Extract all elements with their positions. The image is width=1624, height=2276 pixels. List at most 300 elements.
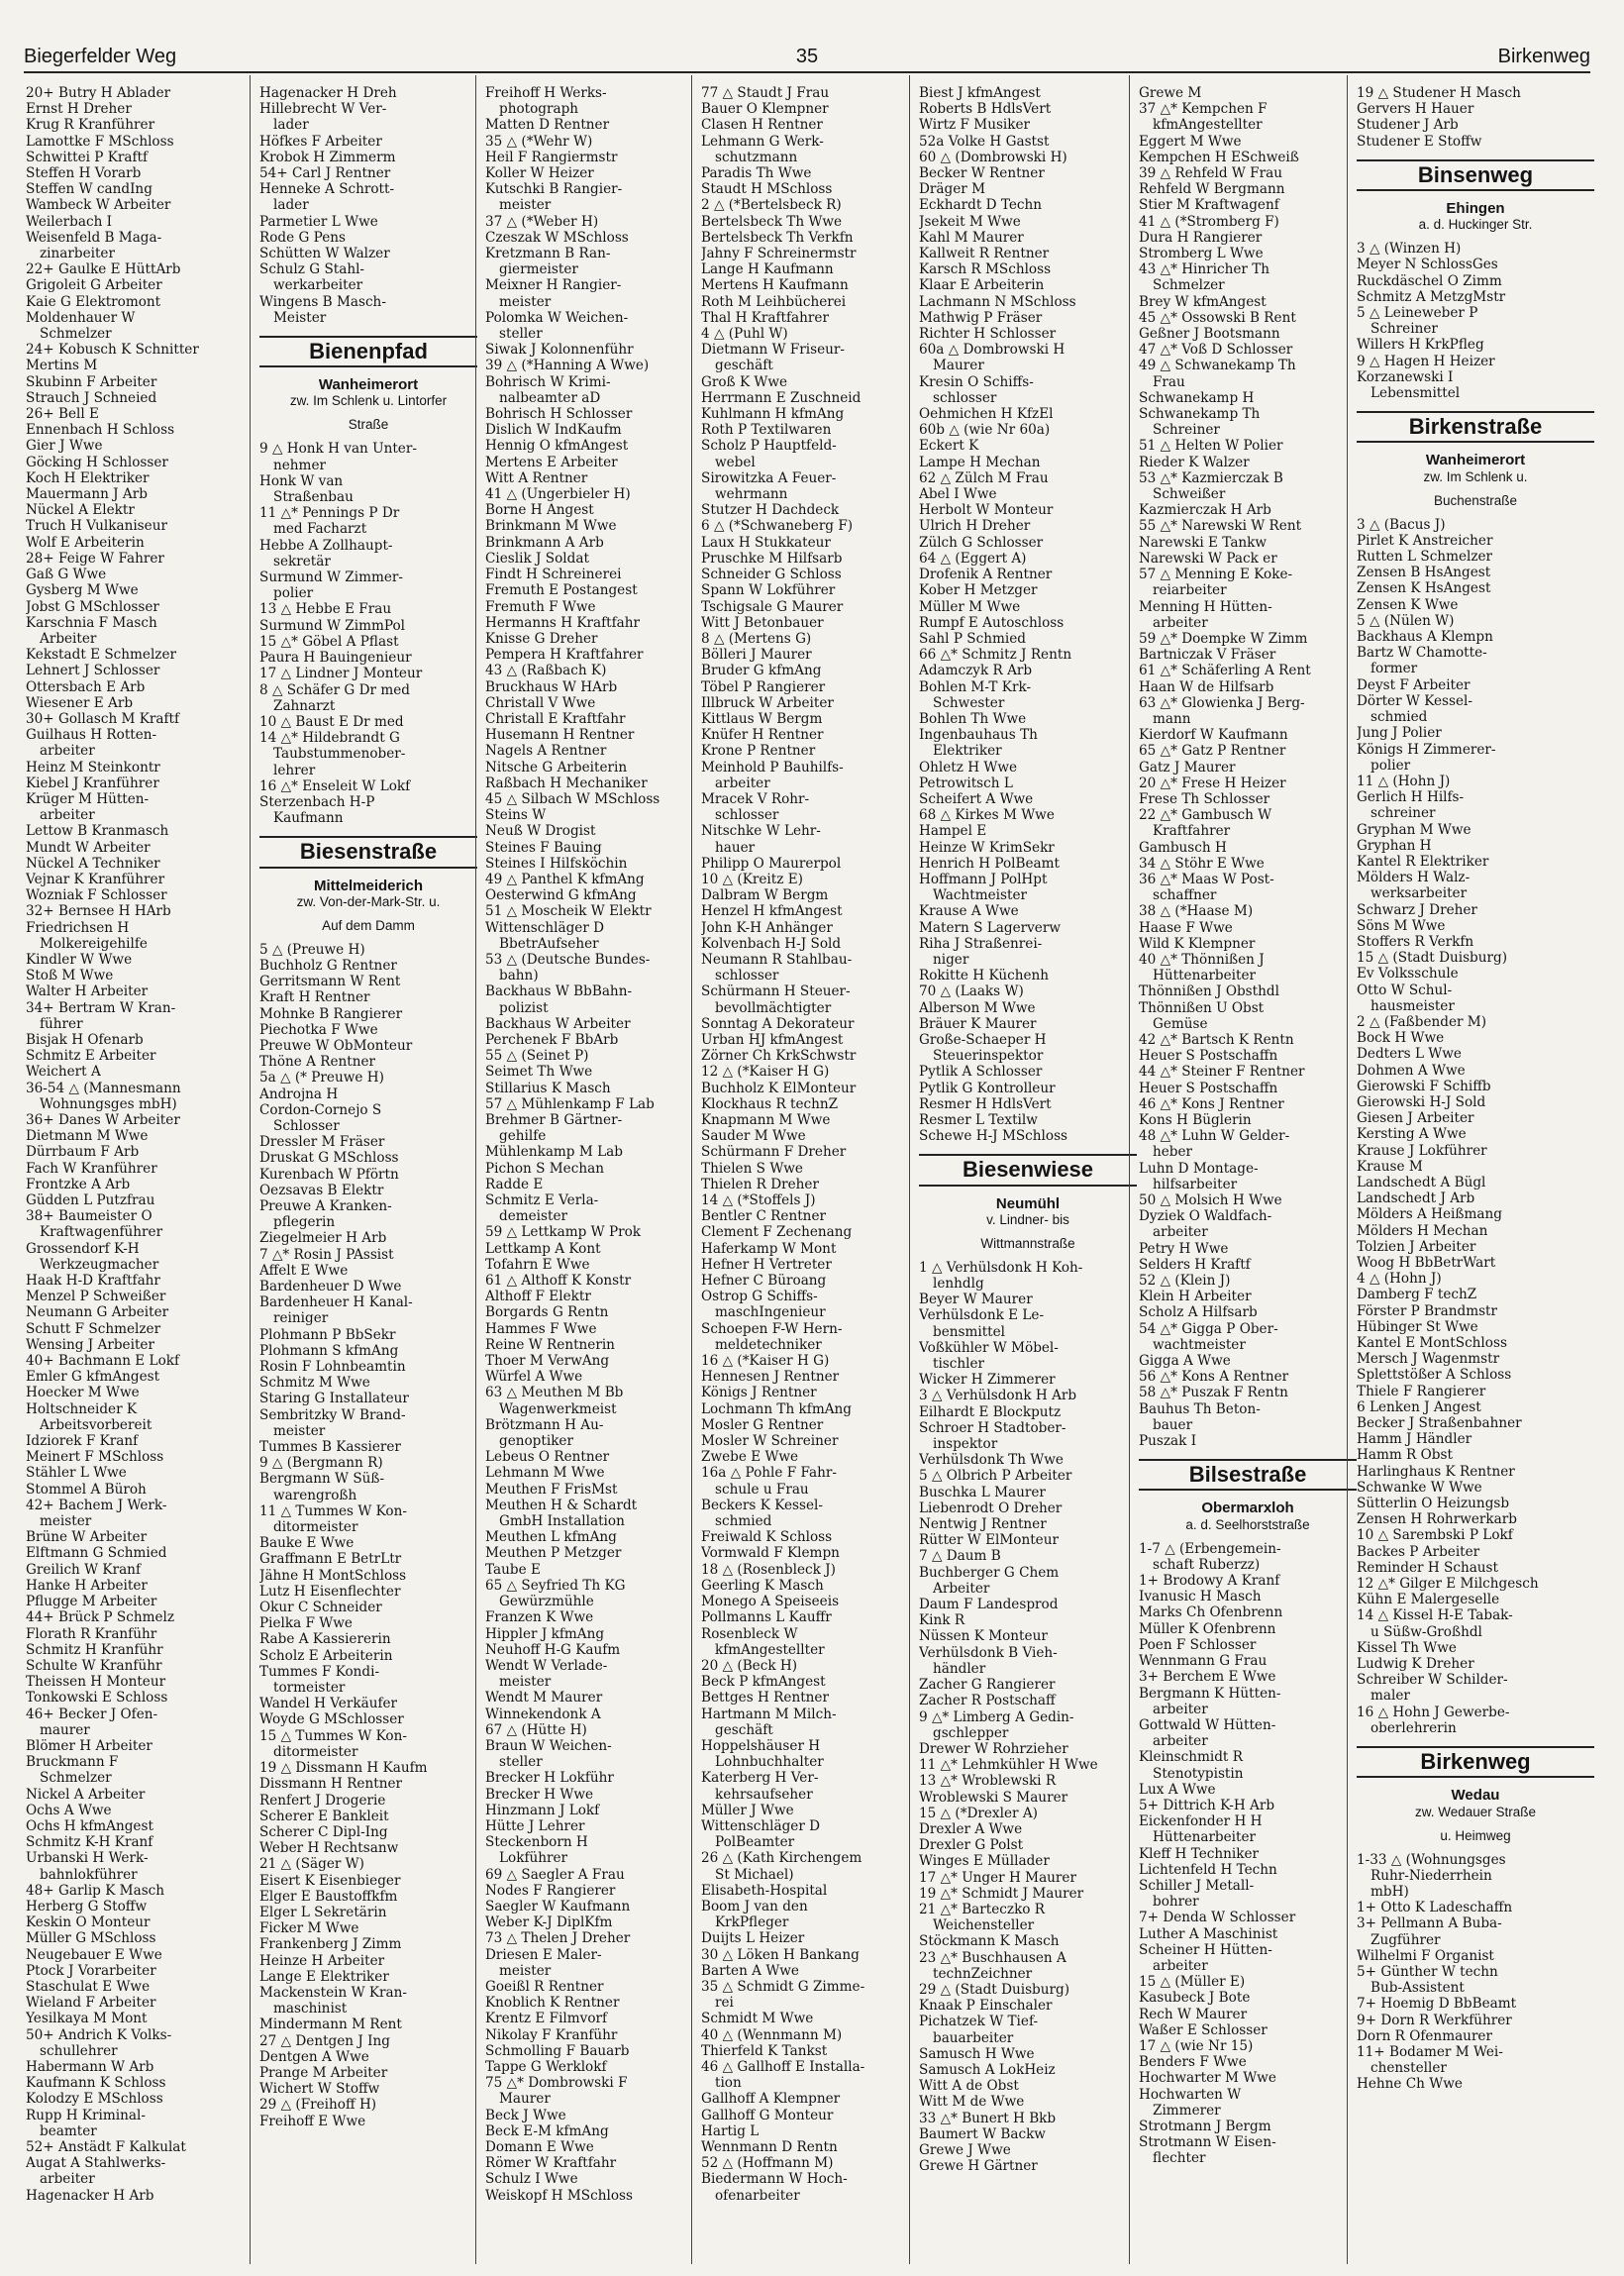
entry-continuation: Hüttenarbeiter [1153,1829,1257,1846]
street-location: u. Heimweg [1440,1827,1511,1843]
resident-entry: Wild K Klempner [1139,935,1256,952]
entry-continuation: schlosser [933,389,997,406]
resident-entry: 45 △ Silbach W MSchloss [485,790,660,807]
entry-continuation: genoptiker [499,1433,573,1450]
resident-entry: Gervers H Hauer [1357,101,1474,118]
resident-entry: Hermanns H Kraftfahr [485,614,641,631]
entry-continuation: arbeiter [1153,1224,1208,1241]
resident-entry: 52 △ (Hoffmann M) [701,2155,834,2172]
resident-entry: 33 △* Bunert H Bkb [919,2110,1057,2126]
resident-entry: Meixner H Rangier- [485,277,622,294]
header-rule [24,71,1590,73]
resident-entry: Schmidt M Wwe [701,2011,814,2027]
column-4 [701,85,919,2264]
resident-entry: Backhaus W Arbeiter [485,1015,631,1032]
resident-entry: Bentler C Rentner [701,1208,826,1225]
resident-entry: 47 △* Voß D Schlosser [1139,342,1293,359]
resident-entry: Hanke H Arbeiter [26,1577,148,1594]
resident-entry: Giesen J Arbeiter [1357,1110,1474,1127]
resident-entry: Eickenfonder H H [1139,1813,1263,1830]
entry-continuation: arbeiter [1153,1701,1208,1717]
entry-continuation: schule u Frau [715,1481,809,1498]
resident-entry: Söns M Wwe [1357,917,1446,934]
resident-entry: Krone P Rentner [701,743,816,760]
resident-entry: Hamm R Obst [1357,1447,1453,1464]
entry-continuation: zinarbeiter [40,246,115,262]
resident-entry: Kantel R Elektriker [1357,853,1489,870]
resident-entry: Eggert M Wwe [1139,133,1242,150]
entry-continuation: Lebensmittel [1370,385,1461,402]
resident-entry: Wirtz F Musiker [919,117,1031,134]
street-location: a. d. Seelhorststraße [1185,1516,1310,1532]
street-heading: Biesenstraße [259,836,477,868]
resident-entry: Zörner Ch KrkSchwstr [701,1048,857,1065]
resident-entry: 1 △ Verhülsdonk H Koh- [919,1259,1083,1276]
resident-entry: Hoppelshäuser H [701,1737,821,1754]
resident-entry: Kasubeck J Bote [1139,1990,1251,2007]
entry-continuation: polier [1370,757,1411,774]
street-heading: Bilsestraße [1139,1459,1357,1491]
resident-entry: Karschnia F Masch [26,614,157,631]
street-heading: Birkenstraße [1357,411,1594,443]
resident-entry: Krause J Lokführer [1357,1142,1487,1159]
resident-entry: Heuer S Postschaffn [1139,1048,1278,1065]
resident-entry: 59 △ Lettkamp W Prok [485,1224,642,1241]
resident-entry: Holtschneider K [26,1400,138,1417]
resident-entry: Husemann H Rentner [485,727,635,744]
resident-entry: Buchholz K ElMonteur [701,1080,857,1096]
resident-entry: Hillebrecht W Ver- [259,101,387,118]
resident-entry: Landschedt J Arb [1357,1190,1475,1207]
entry-continuation: ditormeister [273,1743,358,1760]
resident-entry: 30+ Gollasch M Kraftf [26,710,180,727]
resident-entry: Wozniak F Schlosser [26,887,167,904]
resident-entry: Woyde G MSchlosser [259,1711,404,1728]
column-divider [909,75,910,2264]
resident-entry: Mühlenkamp M Lab [485,1144,623,1161]
resident-entry: Zensen B HsAngest [1357,565,1491,581]
resident-entry: 55 △* Narewski W Rent [1139,518,1302,535]
resident-entry: Jobst G MSchlosser [26,598,159,615]
resident-entry: Kühn E Malergeselle [1357,1592,1500,1608]
resident-entry: Hoecker M Wwe [26,1385,140,1401]
resident-entry: Kiebel J Kranführer [26,775,159,791]
resident-entry: 5 △ Olbrich P Arbeiter [919,1468,1072,1485]
resident-entry: Scholz P Hauptfeld- [701,438,837,455]
resident-entry: Mracek V Rohr- [701,790,810,807]
entry-continuation: hausmeister [1370,997,1455,1014]
entry-continuation: gehilfe [499,1128,547,1145]
resident-entry: Klaar E Arbeiterin [919,277,1045,294]
resident-entry: Müller J Wwe [701,1802,794,1818]
street-heading: Bienenpfad [259,336,477,367]
resident-entry: Pytlik G Kontrolleur [919,1080,1056,1096]
resident-entry: 35 △ (*Wehr W) [485,133,593,150]
resident-entry: Becker W Rentner [919,165,1045,182]
resident-entry: 44+ Brück P Schmelz [26,1609,175,1626]
street-heading: Birkenweg [1357,1746,1594,1778]
entry-continuation: St Michael) [715,1866,794,1883]
resident-entry: Bisjak H Ofenarb [26,1031,144,1048]
resident-entry: Eilhardt E Blockputz [919,1403,1062,1420]
resident-entry: Jung J Polier [1357,725,1442,742]
resident-entry: Krüger M Hütten- [26,790,150,807]
resident-entry: Zacher G Rangierer [919,1677,1056,1694]
resident-entry: Kaie G Elektromont [26,293,161,310]
resident-entry: 43 △ (Raßbach K) [485,663,607,679]
resident-entry: Roberts B HdlsVert [919,101,1052,118]
entry-continuation: Ruhr-Niederrhein [1370,1867,1492,1884]
resident-entry: 17 △* Unger H Maurer [919,1869,1076,1886]
street-location: zw. Wedauer Straße [1414,1804,1537,1819]
entry-continuation: arbeiter [1153,1957,1208,1974]
entry-continuation: Arbeitsvorbereit [40,1416,152,1433]
entry-continuation: meldetechniker [715,1336,822,1353]
resident-entry: 73 △ Thelen J Dreher [485,1930,631,1947]
resident-entry: Winges E Müllader [919,1853,1050,1870]
entry-continuation: Gewürzmühle [499,1594,594,1610]
resident-entry: Schroer H Stadtober- [919,1419,1066,1436]
entry-continuation: Wachtmeister [933,887,1027,904]
resident-entry: Rode G Pens [259,229,346,246]
resident-entry: Dressler M Fräser [259,1134,385,1151]
resident-entry: Wittenschläger D [701,1817,821,1834]
resident-entry: Ottersbach E Arb [26,678,146,695]
entry-continuation: Zugführer [1370,1931,1441,1948]
entry-continuation: gschlepper [933,1724,1009,1741]
resident-entry: 36 △* Maas W Post- [1139,871,1274,887]
resident-entry: 3+ Berchem E Wwe [1139,1669,1276,1686]
entry-continuation: kehrsaufseher [715,1786,813,1803]
resident-entry: Meinert F MSchloss [26,1449,164,1466]
resident-entry: Krause M [1357,1158,1423,1175]
resident-entry: Steines I Hilfsköchin [485,855,628,872]
resident-entry: Duijts L Heizer [701,1930,805,1947]
resident-entry: Krobok H Zimmerm [259,149,396,165]
resident-entry: Riha J Straßenrei- [919,935,1043,952]
resident-entry: 51 △ Moscheik W Elektr [485,903,652,920]
resident-entry: Meuthen H & Schardt [485,1497,638,1513]
resident-entry: Menzel P Schweißer [26,1289,166,1305]
resident-entry: Weilerbach I [26,213,113,230]
resident-entry: Roth P Textilwaren [701,422,832,439]
resident-entry: Witt A de Obst [919,2078,1019,2095]
resident-entry: 10 △ Baust E Dr med [259,713,404,730]
resident-entry: 68 △ Kirkes M Wwe [919,807,1055,824]
resident-entry: Eisert K Eisenbieger [259,1872,401,1889]
entry-continuation: Werkzeugmacher [40,1256,159,1273]
resident-entry: 59 △* Doempke W Zimm [1139,630,1308,647]
entry-continuation: Maurer [933,358,984,374]
resident-entry: Kleinschmidt R [1139,1749,1243,1766]
district-name: Wedau [1451,1787,1500,1805]
resident-entry: Neumann R Stahlbau- [701,951,853,968]
resident-entry: Thielen R Dreher [701,1176,819,1192]
resident-entry: Haase F Wwe [1139,919,1233,936]
resident-entry: 30 △ Löken H Bankang [701,1946,860,1963]
resident-entry: 69 △ Saegler A Frau [485,1866,625,1883]
resident-entry: Ruckdäschel O Zimm [1357,272,1502,289]
resident-entry: Tummes F Kondi- [259,1663,380,1680]
resident-entry: Stromberg L Wwe [1139,246,1264,262]
resident-entry: Dentgen A Wwe [259,2048,369,2065]
resident-entry: Winnekendonk A [485,1706,601,1722]
resident-entry: 11 △* Lehmkühler H Wwe [919,1757,1098,1774]
resident-entry: Schmitz M Wwe [259,1375,370,1392]
resident-entry: Heinze H Arbeiter [259,1952,385,1969]
resident-entry: Hefner C Büroang [701,1273,827,1290]
resident-entry: Stoß M Wwe [26,968,114,984]
resident-entry: Kantel E MontSchloss [1357,1335,1507,1352]
resident-entry: Narewski W Pack er [1139,550,1277,567]
resident-entry: Brüne W Arbeiter [26,1529,148,1546]
resident-entry: Lampe H Mechan [919,454,1041,470]
resident-entry: Goeißl R Rentner [485,1978,604,1995]
resident-entry: Römer W Kraftfahr [485,2155,617,2172]
resident-entry: Surmund W ZimmPol [259,617,405,634]
resident-entry: Czeszak W MSchloss [485,229,629,246]
resident-entry: 54 △* Gigga P Ober- [1139,1320,1278,1337]
resident-entry: 3 △ (Winzen H) [1357,241,1462,258]
resident-entry: Dohmen A Wwe [1357,1062,1466,1079]
resident-entry: Walter H Arbeiter [26,983,149,1000]
resident-entry: Hartmann M Milch- [701,1706,837,1722]
resident-entry: Kittlaus W Bergm [701,710,823,727]
resident-entry: 3 △ (Bacus J) [1357,516,1446,533]
entry-continuation: heber [1153,1144,1193,1161]
resident-entry: 28+ Feige W Fahrer [26,550,164,567]
resident-entry: Drexler A Wwe [919,1820,1023,1837]
resident-entry: Zensen K Wwe [1357,596,1459,613]
resident-entry: Polomka W Weichen- [485,309,629,326]
resident-entry: 20 △ (Beck H) [701,1657,798,1674]
resident-entry: Samusch H Wwe [919,2045,1035,2062]
resident-entry: Mertins M [26,358,98,374]
resident-entry: Bauhus Th Beton- [1139,1400,1261,1417]
resident-entry: Haak H-D Kraftfahr [26,1273,160,1290]
resident-entry: 44 △* Steiner F Rentner [1139,1064,1305,1081]
resident-entry: Lachmann N MSchloss [919,293,1076,310]
entry-continuation: maschIngenieur [715,1304,826,1321]
entry-continuation: bensmittel [933,1323,1006,1340]
resident-entry: Neumann G Arbeiter [26,1304,169,1321]
resident-entry: Scholz A Hilfsarb [1139,1304,1258,1321]
resident-entry: 19 △ Dissmann H Kaufm [259,1760,428,1777]
entry-continuation: tormeister [273,1680,346,1697]
resident-entry: Eckert K [919,438,979,455]
resident-entry: Illbruck W Arbeiter [701,694,834,711]
resident-entry: Stier M Kraftwagenf [1139,197,1279,214]
entry-continuation: Elektriker [933,743,1002,760]
resident-entry: Wambeck W Arbeiter [26,197,171,214]
resident-entry: Graffmann E BetrLtr [259,1551,402,1568]
resident-entry: Gierowski F Schiffb [1357,1078,1491,1094]
resident-entry: Willers H KrkPfleg [1357,337,1484,354]
resident-entry: Schoepen F-W Hern- [701,1320,843,1337]
entry-continuation: photograph [499,101,579,118]
resident-entry: Kurenbach W Pförtn [259,1166,399,1183]
district-name: Neumühl [995,1194,1061,1212]
entry-continuation: schreiner [1370,805,1436,822]
resident-entry: Voßkühler W Möbel- [919,1339,1059,1356]
resident-entry: Förster P Brandmstr [1357,1302,1498,1319]
resident-entry: Stillarius K Masch [485,1080,611,1096]
resident-entry: 12 △* Gilger E Milchgesch [1357,1576,1539,1593]
resident-entry: Becker J Straßenbahner [1357,1415,1522,1432]
resident-entry: Bruder G kfmAng [701,663,822,679]
resident-entry: Daum F Landesprod [919,1597,1059,1613]
resident-entry: Prange M Arbeiter [259,2064,388,2081]
resident-entry: Kindler W Wwe [26,951,133,968]
resident-entry: Borne H Angest [485,502,594,519]
resident-entry: 20 △* Frese H Heizer [1139,775,1286,791]
street-location: Buchenstraße [1433,492,1518,508]
resident-entry: Luhn D Montage- [1139,1160,1259,1177]
entry-continuation: schlosser [715,968,779,984]
resident-entry: Brecker H Wwe [485,1786,594,1803]
resident-entry: Stöckmann K Masch [919,1933,1060,1950]
resident-entry: Strotmann J Bergm [1139,2118,1271,2134]
entry-continuation: Gemüse [1153,1015,1208,1032]
resident-entry: Reine W Rentnerin [485,1336,615,1353]
resident-entry: Tolzien J Arbeiter [1357,1238,1476,1255]
resident-entry: 9 △* Limberg A Gedin- [919,1708,1074,1725]
resident-entry: 19 △ Studener H Masch [1357,85,1521,101]
street-location: Auf dem Damm [322,917,415,933]
entry-continuation: arbeiter [715,775,770,791]
resident-entry: Waßer E Schlosser [1139,2021,1268,2038]
resident-entry: 43 △* Hinricher Th [1139,261,1270,278]
resident-entry: 26 △ (Kath Kirchengem [701,1850,863,1867]
resident-entry: Brehmer B Gärtner- [485,1112,623,1128]
entry-continuation: steller [499,326,543,343]
entry-continuation: lehrer [273,762,316,778]
resident-entry: Rokitte H Küchenh [919,968,1050,984]
resident-entry: Dislich W IndKaufm [485,422,622,439]
resident-entry: Heil F Rangiermstr [485,149,618,165]
entry-continuation: Kaufmann [273,810,344,827]
resident-entry: Bauer O Klempner [701,101,829,118]
resident-entry: Steffen W candIng [26,181,152,198]
entry-continuation: schlosser [715,807,779,824]
resident-entry: Neuhoff H-G Kaufm [485,1641,621,1658]
entry-continuation: Weichensteller [933,1917,1035,1934]
resident-entry: Lehmann G Werk- [701,133,824,150]
resident-entry: 29 △ (Freihoff H) [259,2097,377,2114]
resident-entry: Urban HJ kfmAngest [701,1031,844,1048]
entry-continuation: KrkPfleger [715,1914,789,1931]
resident-entry: Taube E [485,1561,541,1578]
column-6 [1139,85,1357,2264]
resident-entry: 63 △* Glowienka J Berg- [1139,694,1305,711]
resident-entry: 53 △ (Deutsche Bundes- [485,951,651,968]
resident-entry: Henneke A Schrott- [259,181,395,198]
resident-entry: Thoer M VerwAng [485,1353,610,1370]
resident-entry: Zensen K HsAngest [1357,580,1491,597]
resident-entry: Scholz E Arbeiterin [259,1647,393,1664]
resident-entry: Müller K Ofenbrenn [1139,1620,1276,1637]
resident-entry: Nikolay F Kranführ [485,2026,618,2043]
entry-continuation: bahn) [499,968,539,984]
resident-entry: 5+ Günther W techn [1357,1963,1498,1980]
resident-entry: Hennig O kfmAngest [485,438,629,455]
resident-entry: Urbanski H Werk- [26,1850,149,1867]
resident-entry: Schiller J Metall- [1139,1877,1255,1894]
resident-entry: 5a △ (* Preuwe H) [259,1070,384,1086]
resident-entry: 16 △* Enseleit W Lokf [259,777,411,794]
entry-continuation: hauer [715,839,756,856]
resident-entry: 1-7 △ (Erbengemein- [1139,1540,1281,1557]
resident-entry: Verhülsdonk Th Wwe [919,1452,1064,1469]
resident-entry: Freihoff H Werks- [485,85,607,101]
resident-entry: Wolf E Arbeiterin [26,534,145,551]
resident-entry: Piechotka F Wwe [259,1021,378,1038]
entry-continuation: geschäft [715,358,773,374]
street-location: zw. Im Schlenk u. [1423,468,1528,484]
resident-entry: Schwanke W Wwe [1357,1479,1482,1496]
resident-entry: Müller G MSchloss [26,1930,156,1947]
entry-continuation: flechter [1153,2150,1206,2167]
entry-continuation: bevollmächtigter [715,999,832,1016]
resident-entry: 77 △ Staudt J Frau [701,85,830,101]
entry-continuation: GmbH Installation [499,1513,625,1530]
resident-entry: 27 △ Dentgen J Ing [259,2032,390,2049]
entry-continuation: rei [715,1995,734,2012]
resident-entry: Mackenstein W Kran- [259,1984,407,2001]
resident-entry: Bauke E Wwe [259,1535,355,1552]
resident-entry: Kuhlmann H kfmAng [701,406,845,423]
resident-entry: 61 △ Althoff K Konstr [485,1273,632,1290]
resident-entry: Sonntag A Dekorateur [701,1015,855,1032]
resident-entry: Bock H Wwe [1357,1030,1445,1047]
resident-entry: Staudt H MSchloss [701,181,833,198]
resident-entry: Plohmann S kfmAng [259,1342,399,1359]
resident-entry: Sembritzky W Brand- [259,1406,406,1423]
resident-entry: Sirowitzka A Feuer- [701,469,837,486]
entry-continuation: Zahnarzt [273,697,336,714]
resident-entry: Keskin O Monteur [26,1914,151,1931]
header-left-street: Biegerfelder Weg [24,46,177,67]
resident-entry: 49 △ Panthel K kfmAng [485,871,645,887]
entry-continuation: mbH) [1370,1883,1409,1900]
resident-entry: Kaufmann K Schloss [26,2075,166,2092]
resident-entry: 36-54 △ (Mannesmann [26,1080,181,1096]
resident-entry: Lochmann Th kfmAng [701,1400,852,1417]
resident-entry: Rutten L Schmelzer [1357,549,1493,566]
resident-entry: 40 △ (Wennmann M) [701,2026,843,2043]
entry-continuation: Molkereigehilfe [40,935,148,952]
resident-entry: Freiwald K Schloss [701,1529,833,1546]
resident-entry: Töbel P Rangierer [701,678,826,695]
resident-entry: 53 △* Kazmierczak B [1139,469,1283,486]
resident-entry: Rütter W ElMonteur [919,1532,1059,1549]
resident-entry: Sütterlin O Heizungsb [1357,1496,1510,1512]
resident-entry: Lehmann M Wwe [485,1465,605,1482]
resident-entry: 13 △* Wroblewski R [919,1773,1057,1790]
resident-entry: Drewer W Rohrzieher [919,1740,1068,1757]
resident-entry: Biedermann W Hoch- [701,2171,848,2188]
resident-entry: Zensen H Rohrwerkarb [1357,1511,1517,1528]
resident-entry: Hütte J Lehrer [485,1817,585,1834]
resident-entry: Honk W van [259,472,344,489]
resident-entry: Beck E-M kfmAng [485,2122,609,2139]
resident-entry: Krug R Kranführer [26,117,155,134]
resident-entry: Hennesen J Rentner [701,1369,840,1386]
resident-entry: 10 △ Sarembski P Lokf [1357,1527,1513,1544]
entry-continuation: maurer [40,1721,90,1738]
resident-entry: Beck J Wwe [485,2107,566,2123]
resident-entry: Gysberg M Wwe [26,582,139,599]
